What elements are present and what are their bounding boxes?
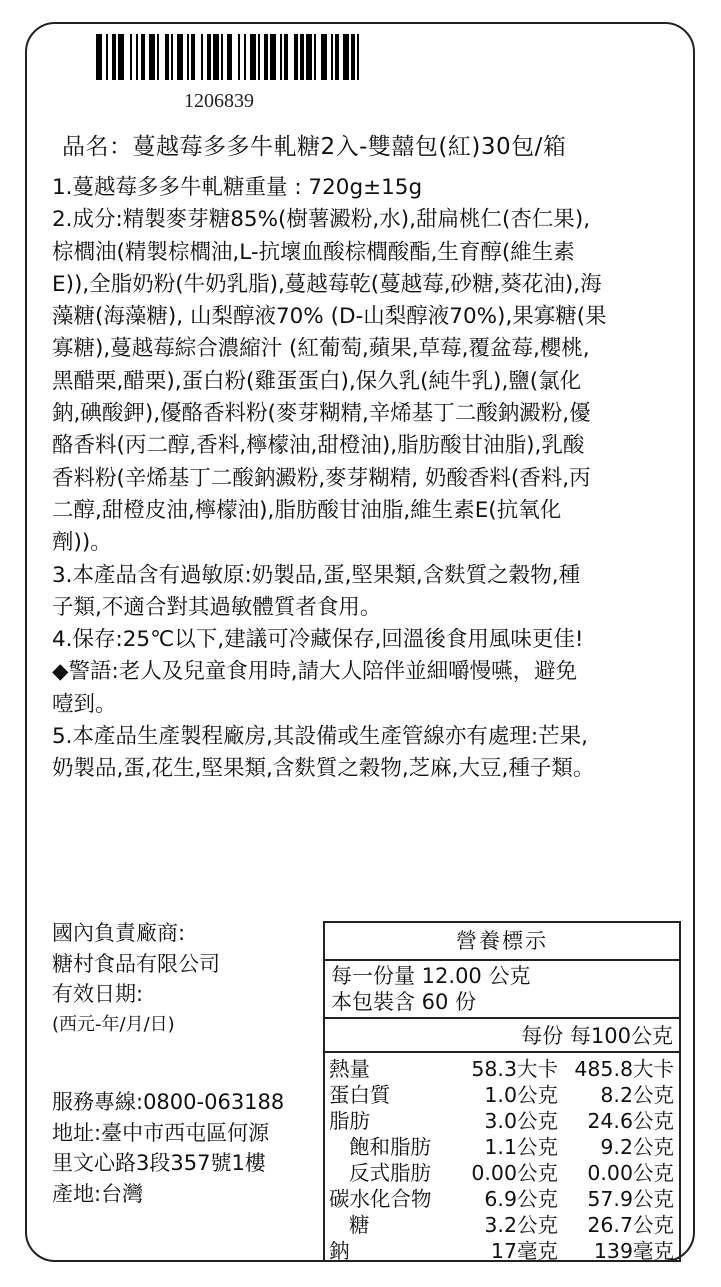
per-100g-value: 9.2公克 [600,1135,674,1159]
nutrient-name: 飽和脂肪 [349,1135,431,1159]
ingredient-line: E)),全脂奶粉(牛奶乳脂),蔓越莓乾(蔓越莓,砂糖,葵花油),海 [52,271,602,297]
per-100g-value: 485.8大卡 [574,1057,674,1081]
ingredients-block [52,172,670,786]
ingredient-line: 寡糖),蔓越莓綜合濃縮汁 (紅葡萄,蘋果,草莓,覆盆莓,櫻桃, [52,336,590,362]
spacer [52,1040,320,1087]
ingredient-line: 二醇,甜橙皮油,檸檬油),脂肪酸甘油脂,維生素E(抗氧化 [52,497,562,523]
company-info [52,918,320,1209]
per-100g-value: 57.9公克 [587,1187,674,1211]
per-100g-value: 0.00公克 [587,1161,674,1185]
per-100g-value: 26.7公克 [587,1213,674,1237]
per-100g-value: 139毫克 [593,1239,674,1263]
per-serving-value: 0.00公克 [471,1161,558,1185]
per-serving-value: 58.3大卡 [471,1057,558,1081]
ingredient-line: 1.蔓越莓多多牛軋糖重量 : 720g±15g [52,175,423,200]
nutrition-table [323,921,681,1262]
nutrition-rows [325,1053,679,1264]
expiry-format: (西元-年/月/日) [52,1013,175,1035]
ingredient-line: 2.成分:精製麥芽糖85%(樹薯澱粉,水),甜扁桃仁(杏仁果), [52,207,591,233]
ingredient-line: 黑醋栗,醋栗),蛋白粉(雞蛋蛋白),保久乳(純牛乳),鹽(氯化 [52,368,582,394]
ingredient-line: 藻糖(海藻糖), 山梨醇液70% (D-山梨醇液70%),果寡糖(果 [52,304,607,330]
address-line: 地址:臺中市西屯區何源 [52,1120,270,1145]
nutrient-name: 糖 [349,1213,370,1237]
company-name: 糖村食品有限公司 [52,951,220,976]
nutrient-name: 鈉 [329,1239,350,1263]
ingredient-line: 酪香料(丙二醇,香料,檸檬油,甜橙油),脂肪酸甘油脂),乳酸 [52,433,585,459]
per-100g-value: 8.2公克 [600,1083,674,1107]
serving-size: 每一份量 12.00 公克 [331,964,531,988]
ingredient-line: ◆警語:老人及兒童食用時,請大人陪伴並細嚼慢嚥，避免 [52,659,578,685]
ingredient-line: 4.保存:25℃以下,建議可冷藏保存,回溫後食用風味更佳! [52,627,584,653]
nutrient-name: 反式脂肪 [349,1161,431,1185]
nutrient-name: 熱量 [329,1057,370,1081]
per-serving-value: 3.0公克 [484,1109,558,1133]
ingredient-line: 子類,不適合對其過敏體質者食用。 [52,594,382,620]
nutrient-name: 碳水化合物 [329,1187,432,1211]
ingredient-line: 噎到。 [52,691,117,717]
ingredient-line: 奶製品,蛋,花生,堅果類,含麩質之穀物,芝麻,大豆,種子類。 [52,756,595,782]
nutrition-row [325,1134,679,1160]
nutrition-row [325,1082,679,1108]
nutrition-row [325,1186,679,1212]
per-serving-value: 6.9公克 [484,1187,558,1211]
nutrient-name: 脂肪 [329,1109,370,1133]
expiry-label: 有效日期: [52,982,144,1006]
nutrition-title: 營養標示 [325,923,679,961]
serving-info [325,961,679,1019]
nutrition-column-headers: 每份 每100公克 [325,1019,679,1053]
per-serving-value: 1.0公克 [484,1083,558,1107]
product-name: 品名：蔓越莓多多牛軋糖2入-雙囍包(紅)30包/箱 [62,134,567,160]
responsible-label: 國內負責廠商: [52,921,186,945]
ingredient-line: 3.本產品含有過敏原:奶製品,蛋,堅果類,含麩質之穀物,種 [52,562,581,588]
ingredient-line: 劑))。 [52,530,112,556]
ingredient-line: 鈉,碘酸鉀),優酪香料粉(麥芽糊精,辛烯基丁二酸鈉澱粉,優 [52,401,591,427]
nutrition-row [325,1160,679,1186]
servings-per-pack: 本包裝含 60 份 [331,990,477,1014]
origin: 產地:台灣 [52,1181,144,1206]
ingredient-line: 棕櫚油(精製棕櫚油,L-抗壞血酸棕櫚酸酯,生育醇(維生素 [52,239,575,265]
per-serving-value: 17毫克 [490,1239,558,1263]
ingredient-line: 香料粉(辛烯基丁二酸鈉澱粉,麥芽糊精, 奶酸香料(香料,丙 [52,465,591,491]
barcode-bar [359,34,365,80]
nutrition-row [325,1212,679,1238]
nutrition-row [325,1108,679,1134]
per-serving-value: 3.2公克 [484,1213,558,1237]
address-line: 里文心路3段357號1樓 [52,1151,266,1175]
nutrition-row [325,1056,679,1082]
barcode-number: 1206839 [184,90,254,112]
nutrition-row [325,1238,679,1264]
ingredient-line: 5.本產品生產製程廠房,其設備或生產管線亦有處理:芒果, [52,724,588,750]
barcode [96,34,366,80]
service-hotline: 服務專線:0800-063188 [52,1090,285,1114]
per-serving-value: 1.1公克 [484,1135,558,1159]
per-100g-value: 24.6公克 [587,1109,674,1133]
nutrient-name: 蛋白質 [329,1083,391,1107]
